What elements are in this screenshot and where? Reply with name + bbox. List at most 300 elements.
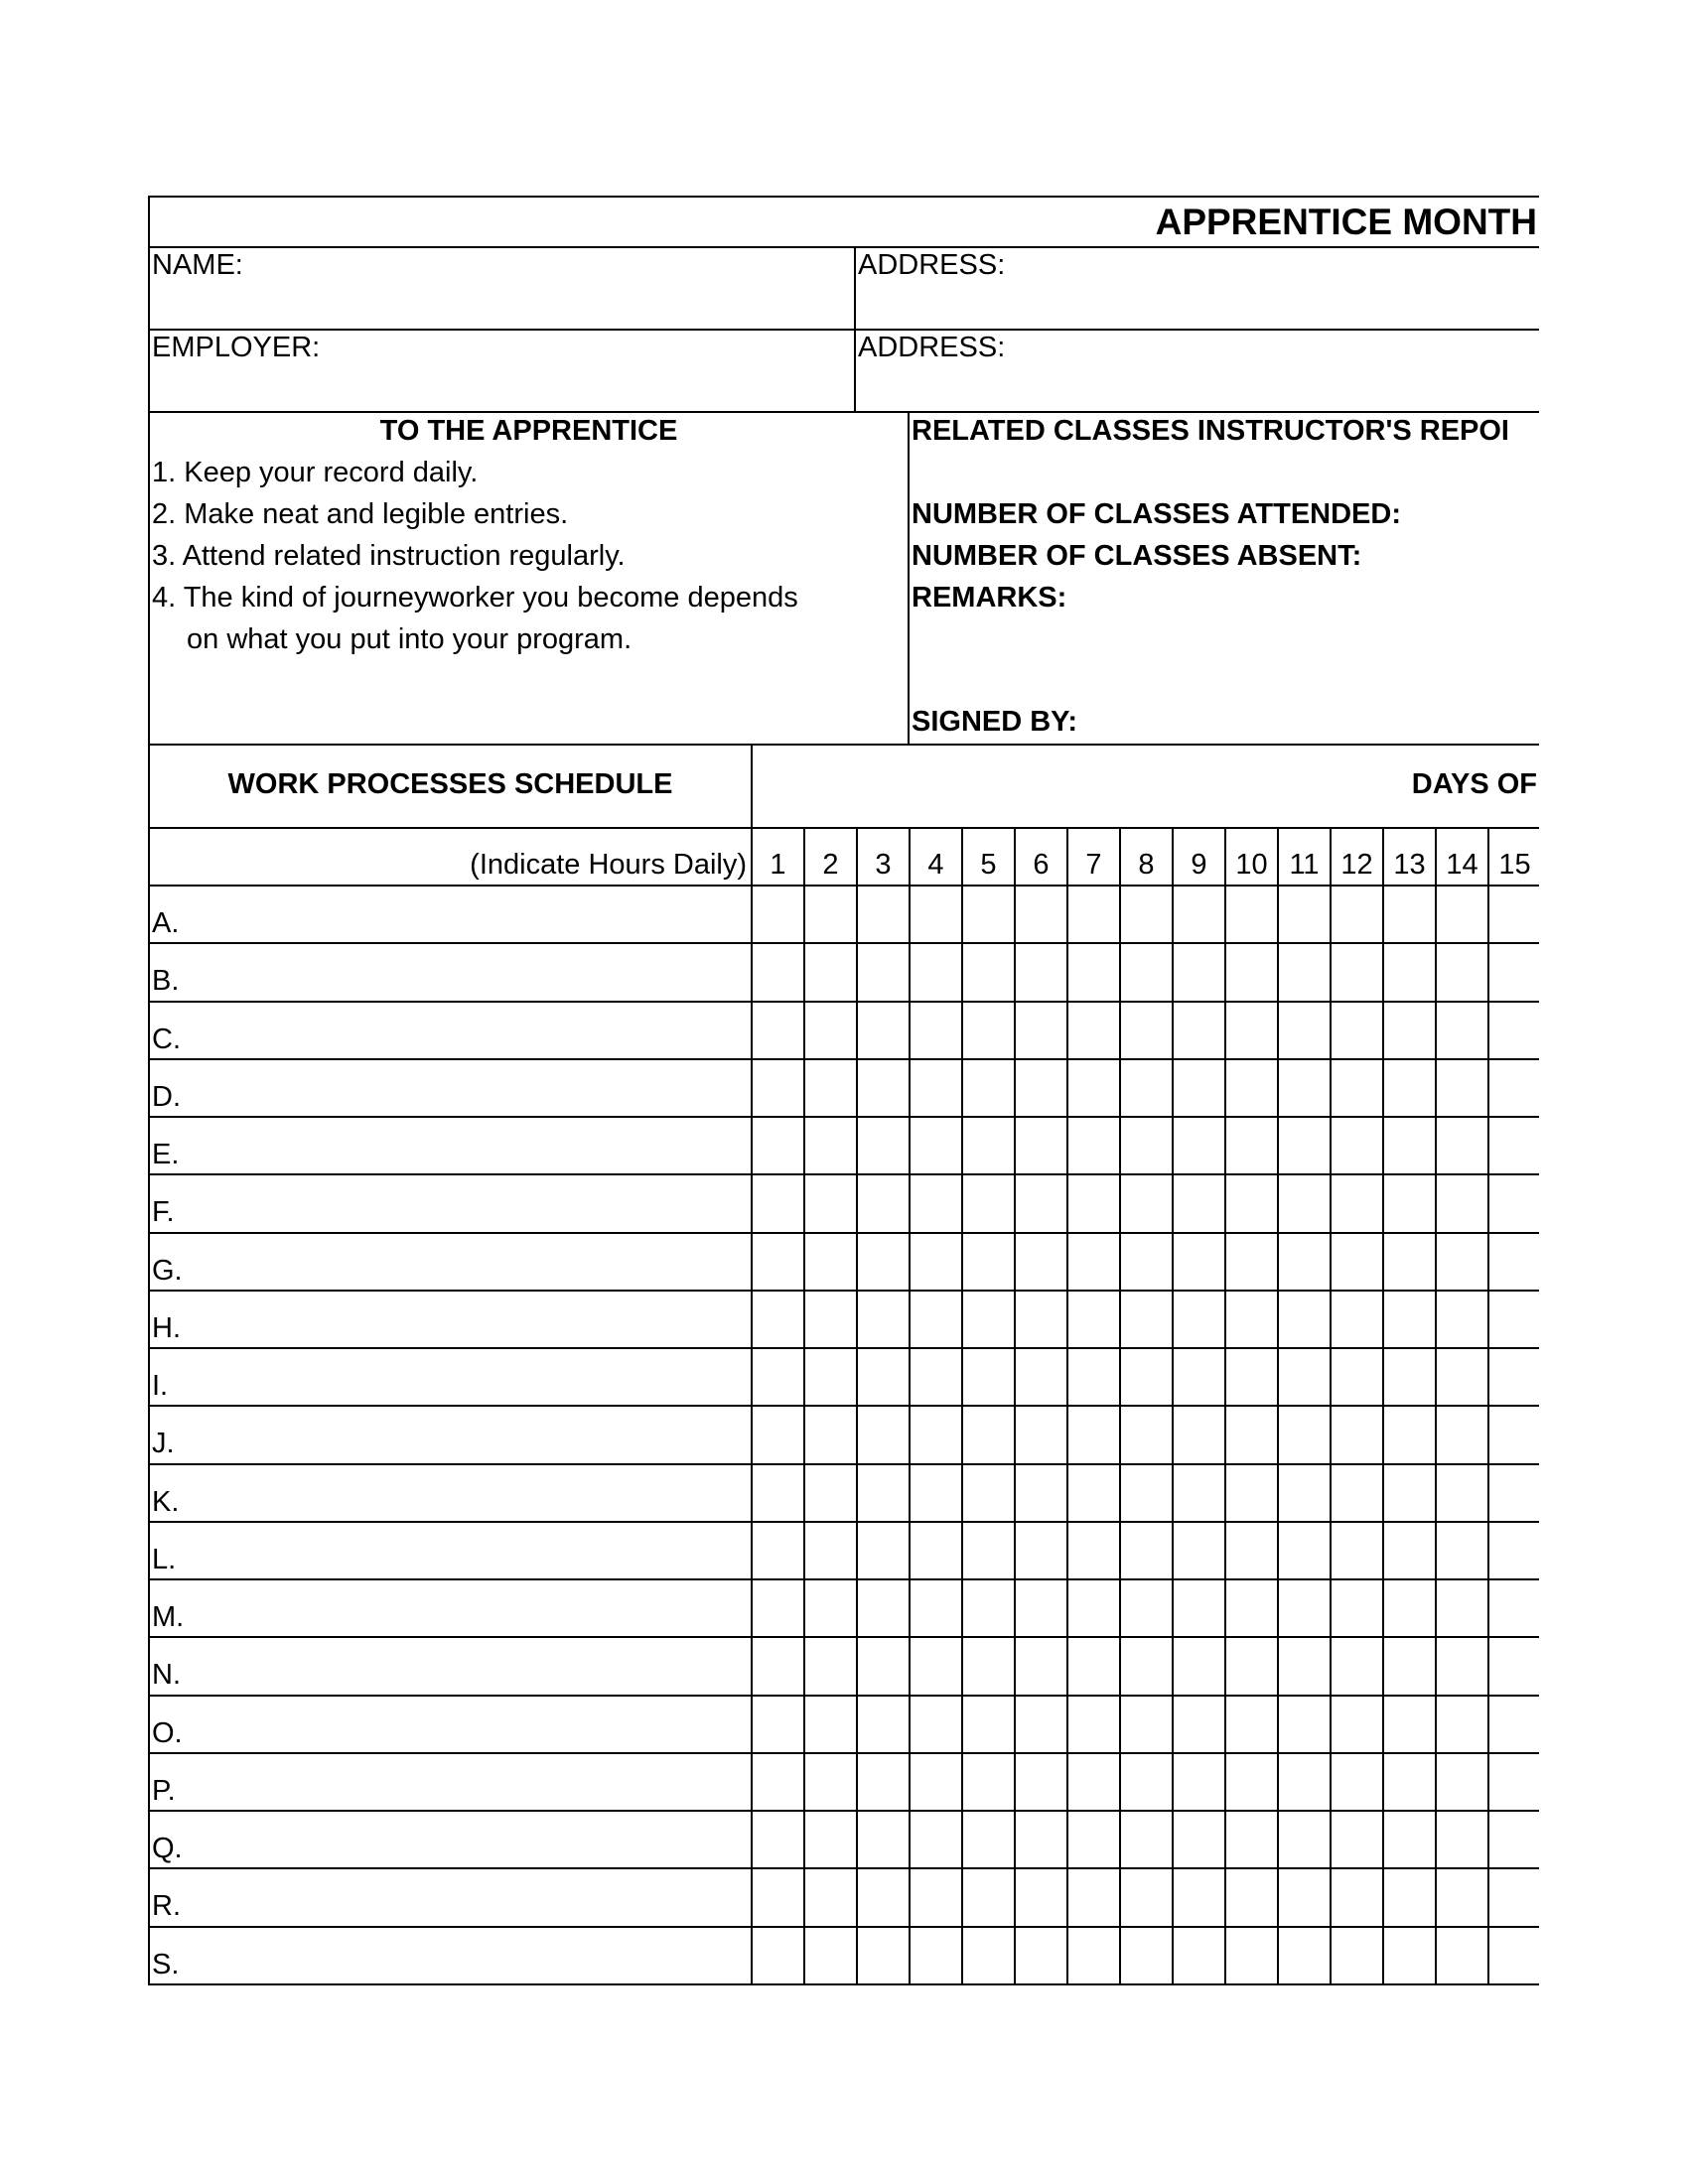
hours-cell[interactable] — [1384, 1928, 1435, 1983]
hours-cell[interactable] — [1174, 1234, 1224, 1290]
hours-cell[interactable] — [963, 944, 1014, 1000]
hours-cell[interactable] — [1489, 1754, 1539, 1810]
hours-cell[interactable] — [1068, 1812, 1119, 1867]
hours-cell[interactable] — [1332, 1812, 1382, 1867]
hours-cell[interactable] — [1437, 1234, 1487, 1290]
hours-cell[interactable] — [1437, 1118, 1487, 1173]
hours-cell[interactable] — [1332, 887, 1382, 942]
hours-cell[interactable] — [1226, 1234, 1277, 1290]
hours-cell[interactable] — [1068, 1292, 1119, 1347]
hours-cell[interactable] — [963, 1697, 1014, 1752]
hours-cell[interactable] — [1226, 1523, 1277, 1578]
hours-cell[interactable] — [805, 1003, 856, 1058]
hours-cell[interactable] — [1068, 944, 1119, 1000]
hours-cell[interactable] — [1332, 1118, 1382, 1173]
hours-cell[interactable] — [1332, 1003, 1382, 1058]
hours-cell[interactable] — [1489, 887, 1539, 942]
hours-cell[interactable] — [858, 1638, 909, 1694]
instructions-heading: TO THE APPRENTICE — [379, 415, 678, 447]
hours-cell[interactable] — [911, 1003, 961, 1058]
hours-cell[interactable] — [1437, 1407, 1487, 1462]
hours-cell[interactable] — [1279, 1292, 1330, 1347]
hours-cell[interactable] — [1068, 1869, 1119, 1925]
hours-cell[interactable] — [1489, 1523, 1539, 1578]
hours-cell[interactable] — [1068, 1234, 1119, 1290]
hours-cell[interactable] — [753, 1812, 803, 1867]
hours-cell[interactable] — [911, 944, 961, 1000]
hours-cell[interactable] — [858, 1292, 909, 1347]
hours-cell[interactable] — [1489, 1060, 1539, 1116]
hours-cell[interactable] — [1121, 1812, 1172, 1867]
hours-cell[interactable] — [805, 1292, 856, 1347]
hours-cell[interactable] — [753, 1175, 803, 1231]
hours-cell[interactable] — [753, 1580, 803, 1636]
hours-cell[interactable] — [1174, 1407, 1224, 1462]
hours-cell[interactable] — [1437, 1292, 1487, 1347]
hours-cell[interactable] — [1279, 1523, 1330, 1578]
hours-cell[interactable] — [805, 1234, 856, 1290]
hours-cell[interactable] — [1384, 1754, 1435, 1810]
hours-cell[interactable] — [1121, 1349, 1172, 1405]
hours-cell[interactable] — [858, 1928, 909, 1983]
hours-cell[interactable] — [911, 1638, 961, 1694]
hours-cell[interactable] — [1437, 1465, 1487, 1521]
hours-cell[interactable] — [1121, 1928, 1172, 1983]
hours-cell[interactable] — [1437, 887, 1487, 942]
hours-cell[interactable] — [1279, 887, 1330, 942]
hours-cell[interactable] — [1016, 1292, 1066, 1347]
hours-cell[interactable] — [963, 1003, 1014, 1058]
hours-cell[interactable] — [1174, 1349, 1224, 1405]
hours-cell[interactable] — [1068, 1003, 1119, 1058]
hours-cell[interactable] — [1121, 1580, 1172, 1636]
day-number: 15 — [1498, 849, 1531, 881]
hours-cell[interactable] — [753, 887, 803, 942]
hours-cell[interactable] — [963, 1060, 1014, 1116]
hours-cell[interactable] — [1068, 1928, 1119, 1983]
hours-cell[interactable] — [1437, 1175, 1487, 1231]
hours-cell[interactable] — [1489, 1234, 1539, 1290]
hours-cell[interactable] — [911, 1349, 961, 1405]
hours-cell[interactable] — [1068, 1349, 1119, 1405]
hours-cell[interactable] — [1437, 1869, 1487, 1925]
hours-cell[interactable] — [1279, 1407, 1330, 1462]
hours-cell[interactable] — [858, 1349, 909, 1405]
hours-cell[interactable] — [1226, 1118, 1277, 1173]
hours-cell[interactable] — [1384, 1175, 1435, 1231]
hours-cell[interactable] — [753, 1523, 803, 1578]
hours-cell[interactable] — [1174, 1465, 1224, 1521]
hours-cell[interactable] — [858, 1060, 909, 1116]
hours-cell[interactable] — [805, 1060, 856, 1116]
hours-cell[interactable] — [1174, 1697, 1224, 1752]
hours-cell[interactable] — [1279, 1175, 1330, 1231]
hours-cell[interactable] — [1489, 1638, 1539, 1694]
hours-cell[interactable] — [858, 1234, 909, 1290]
divider — [150, 744, 1539, 746]
hours-cell[interactable] — [1174, 1638, 1224, 1694]
hours-cell[interactable] — [1489, 1175, 1539, 1231]
hours-cell[interactable] — [1384, 1523, 1435, 1578]
hours-cell[interactable] — [911, 887, 961, 942]
hours-cell[interactable] — [1016, 1812, 1066, 1867]
hours-cell[interactable] — [1226, 1869, 1277, 1925]
hours-cell[interactable] — [1384, 1234, 1435, 1290]
hours-cell[interactable] — [963, 1638, 1014, 1694]
hours-cell[interactable] — [1437, 1928, 1487, 1983]
hours-cell[interactable] — [911, 1869, 961, 1925]
hours-cell[interactable] — [1016, 887, 1066, 942]
hours-cell[interactable] — [1121, 1118, 1172, 1173]
hours-cell[interactable] — [1174, 1292, 1224, 1347]
hours-cell[interactable] — [1332, 1754, 1382, 1810]
hours-cell[interactable] — [1121, 944, 1172, 1000]
hours-cell[interactable] — [1121, 1234, 1172, 1290]
hours-cell[interactable] — [1384, 1349, 1435, 1405]
hours-cell[interactable] — [858, 1812, 909, 1867]
hours-cell[interactable] — [1121, 1003, 1172, 1058]
hours-cell[interactable] — [753, 1234, 803, 1290]
hours-cell[interactable] — [911, 1234, 961, 1290]
hours-cell[interactable] — [1279, 1869, 1330, 1925]
hours-cell[interactable] — [805, 1754, 856, 1810]
hours-cell[interactable] — [1384, 1580, 1435, 1636]
hours-cell[interactable] — [805, 1407, 856, 1462]
hours-cell[interactable] — [1384, 1869, 1435, 1925]
hours-cell[interactable] — [805, 1349, 856, 1405]
hours-cell[interactable] — [1489, 1407, 1539, 1462]
hours-cell[interactable] — [805, 1580, 856, 1636]
hours-cell[interactable] — [1384, 944, 1435, 1000]
hours-cell[interactable] — [1226, 1580, 1277, 1636]
hours-cell[interactable] — [911, 1407, 961, 1462]
hours-cell[interactable] — [1384, 1003, 1435, 1058]
hours-cell[interactable] — [1384, 1060, 1435, 1116]
hours-cell[interactable] — [1489, 1349, 1539, 1405]
hours-cell[interactable] — [963, 1869, 1014, 1925]
hours-cell[interactable] — [1332, 1580, 1382, 1636]
hours-cell[interactable] — [1489, 1292, 1539, 1347]
hours-cell[interactable] — [1174, 1118, 1224, 1173]
hours-cell[interactable] — [1332, 1465, 1382, 1521]
hours-cell[interactable] — [1068, 1118, 1119, 1173]
hours-cell[interactable] — [1437, 1638, 1487, 1694]
hours-cell[interactable] — [1279, 1580, 1330, 1636]
hours-cell[interactable] — [1226, 1812, 1277, 1867]
hours-cell[interactable] — [1226, 1754, 1277, 1810]
hours-cell[interactable] — [1279, 1465, 1330, 1521]
hours-cell[interactable] — [911, 1175, 961, 1231]
hours-cell[interactable] — [1174, 1580, 1224, 1636]
hours-cell[interactable] — [1016, 1118, 1066, 1173]
hours-cell[interactable] — [963, 1175, 1014, 1231]
hours-cell[interactable] — [1068, 1754, 1119, 1810]
hours-cell[interactable] — [753, 1928, 803, 1983]
hours-cell[interactable] — [911, 1928, 961, 1983]
hours-cell[interactable] — [1332, 1869, 1382, 1925]
hours-cell[interactable] — [805, 1523, 856, 1578]
day-number: 3 — [875, 849, 892, 881]
hours-cell[interactable] — [911, 1580, 961, 1636]
hours-cell[interactable] — [963, 887, 1014, 942]
hours-cell[interactable] — [1489, 1928, 1539, 1983]
hours-cell[interactable] — [805, 1697, 856, 1752]
hours-cell[interactable] — [1068, 1697, 1119, 1752]
hours-cell[interactable] — [1279, 1234, 1330, 1290]
hours-cell[interactable] — [1332, 1523, 1382, 1578]
hours-cell[interactable] — [963, 1234, 1014, 1290]
hours-cell[interactable] — [963, 1349, 1014, 1405]
hours-cell[interactable] — [1121, 1638, 1172, 1694]
hours-cell[interactable] — [1016, 944, 1066, 1000]
hours-cell[interactable] — [858, 1407, 909, 1462]
hours-cell[interactable] — [963, 1754, 1014, 1810]
hours-cell[interactable] — [1226, 1175, 1277, 1231]
hours-cell[interactable] — [1016, 1465, 1066, 1521]
hours-cell[interactable] — [963, 1118, 1014, 1173]
hours-cell[interactable] — [911, 1465, 961, 1521]
hours-cell[interactable] — [1332, 1234, 1382, 1290]
hours-cell[interactable] — [1016, 1697, 1066, 1752]
hours-cell[interactable] — [1226, 1349, 1277, 1405]
hours-cell[interactable] — [1121, 1523, 1172, 1578]
hours-cell[interactable] — [911, 1060, 961, 1116]
hours-cell[interactable] — [1437, 1003, 1487, 1058]
hours-cell[interactable] — [1279, 1754, 1330, 1810]
hours-cell[interactable] — [1121, 1292, 1172, 1347]
hours-cell[interactable] — [1174, 1754, 1224, 1810]
hours-cell[interactable] — [1016, 1175, 1066, 1231]
hours-cell[interactable] — [1016, 1754, 1066, 1810]
hours-cell[interactable] — [1174, 1003, 1224, 1058]
hours-cell[interactable] — [1384, 1638, 1435, 1694]
hours-cell[interactable] — [753, 1638, 803, 1694]
hours-cell[interactable] — [1226, 887, 1277, 942]
day-number: 6 — [1033, 849, 1050, 881]
hours-cell[interactable] — [805, 1928, 856, 1983]
hours-cell[interactable] — [963, 1407, 1014, 1462]
hours-cell[interactable] — [1332, 1292, 1382, 1347]
hours-cell[interactable] — [1068, 1523, 1119, 1578]
day-number: 11 — [1289, 849, 1320, 881]
hours-cell[interactable] — [1016, 1580, 1066, 1636]
hours-cell[interactable] — [1016, 1349, 1066, 1405]
hours-cell[interactable] — [1068, 1175, 1119, 1231]
hours-cell[interactable] — [1332, 1060, 1382, 1116]
work-process-row-label: F. — [152, 1196, 175, 1229]
schedule-heading: WORK PROCESSES SCHEDULE — [227, 768, 673, 800]
hours-cell[interactable] — [963, 1580, 1014, 1636]
hours-cell[interactable] — [1226, 1407, 1277, 1462]
hours-cell[interactable] — [1226, 1697, 1277, 1752]
hours-cell[interactable] — [858, 1175, 909, 1231]
hours-cell[interactable] — [753, 1869, 803, 1925]
hours-cell[interactable] — [1384, 1407, 1435, 1462]
hours-cell[interactable] — [1016, 1060, 1066, 1116]
hours-cell[interactable] — [858, 1697, 909, 1752]
hours-cell[interactable] — [963, 1465, 1014, 1521]
hours-cell[interactable] — [1068, 1465, 1119, 1521]
hours-cell[interactable] — [858, 1465, 909, 1521]
hours-cell[interactable] — [1016, 1928, 1066, 1983]
hours-cell[interactable] — [1174, 1523, 1224, 1578]
hours-cell[interactable] — [1068, 887, 1119, 942]
hours-cell[interactable] — [1121, 1465, 1172, 1521]
hours-cell[interactable] — [1437, 1580, 1487, 1636]
hours-cell[interactable] — [1226, 1638, 1277, 1694]
hours-cell[interactable] — [805, 1812, 856, 1867]
hours-cell[interactable] — [1332, 1697, 1382, 1752]
day-number: 5 — [980, 849, 997, 881]
hours-cell[interactable] — [1174, 1175, 1224, 1231]
signed-by-label: SIGNED BY: — [912, 706, 1078, 738]
hours-cell[interactable] — [1121, 1407, 1172, 1462]
hours-cell[interactable] — [805, 1175, 856, 1231]
hours-cell[interactable] — [1279, 1118, 1330, 1173]
hours-cell[interactable] — [1489, 1118, 1539, 1173]
hours-cell[interactable] — [805, 1869, 856, 1925]
hours-cell[interactable] — [858, 887, 909, 942]
hours-cell[interactable] — [1226, 1292, 1277, 1347]
hours-cell[interactable] — [753, 944, 803, 1000]
hours-cell[interactable] — [858, 1580, 909, 1636]
hours-cell[interactable] — [1489, 1580, 1539, 1636]
hours-cell[interactable] — [1174, 887, 1224, 942]
hours-cell[interactable] — [911, 1523, 961, 1578]
hours-cell[interactable] — [1332, 944, 1382, 1000]
hours-cell[interactable] — [1489, 1869, 1539, 1925]
hours-cell[interactable] — [1489, 944, 1539, 1000]
hours-cell[interactable] — [1068, 1580, 1119, 1636]
hours-cell[interactable] — [858, 1869, 909, 1925]
hours-cell[interactable] — [753, 1292, 803, 1347]
hours-cell[interactable] — [1121, 1697, 1172, 1752]
hours-cell[interactable] — [1489, 1465, 1539, 1521]
hours-cell[interactable] — [1016, 1003, 1066, 1058]
hours-cell[interactable] — [858, 1754, 909, 1810]
employer-label: EMPLOYER: — [152, 332, 321, 363]
instruction-item: on what you put into your program. — [187, 623, 633, 655]
hours-cell[interactable] — [753, 1407, 803, 1462]
hours-cell[interactable] — [805, 944, 856, 1000]
hours-cell[interactable] — [1279, 1638, 1330, 1694]
hours-cell[interactable] — [1016, 1234, 1066, 1290]
hours-cell[interactable] — [805, 1465, 856, 1521]
hours-cell[interactable] — [1068, 1407, 1119, 1462]
hours-cell[interactable] — [1279, 1003, 1330, 1058]
hours-cell[interactable] — [1226, 1465, 1277, 1521]
hours-cell[interactable] — [753, 1118, 803, 1173]
hours-cell[interactable] — [1332, 1638, 1382, 1694]
hours-cell[interactable] — [858, 944, 909, 1000]
hours-cell[interactable] — [1016, 1869, 1066, 1925]
hours-cell[interactable] — [1437, 1754, 1487, 1810]
hours-cell[interactable] — [1437, 1697, 1487, 1752]
hours-cell[interactable] — [1332, 1175, 1382, 1231]
hours-cell[interactable] — [753, 1003, 803, 1058]
hours-cell[interactable] — [1121, 1060, 1172, 1116]
instruction-item: 4. The kind of journeyworker you become depends — [152, 582, 798, 614]
hours-cell[interactable] — [1016, 1638, 1066, 1694]
hours-cell[interactable] — [1279, 944, 1330, 1000]
hours-cell[interactable] — [963, 1292, 1014, 1347]
hours-cell[interactable] — [1121, 1754, 1172, 1810]
hours-cell[interactable] — [858, 1523, 909, 1578]
hours-cell[interactable] — [1332, 1407, 1382, 1462]
hours-cell[interactable] — [805, 887, 856, 942]
hours-cell[interactable] — [911, 1292, 961, 1347]
hours-cell[interactable] — [1016, 1407, 1066, 1462]
hours-cell[interactable] — [1174, 1812, 1224, 1867]
hours-cell[interactable] — [753, 1349, 803, 1405]
hours-cell[interactable] — [753, 1697, 803, 1752]
hours-cell[interactable] — [1437, 1349, 1487, 1405]
hours-cell[interactable] — [911, 1118, 961, 1173]
hours-cell[interactable] — [1489, 1003, 1539, 1058]
hours-cell[interactable] — [858, 1118, 909, 1173]
hours-cell[interactable] — [1121, 887, 1172, 942]
hours-cell[interactable] — [963, 1523, 1014, 1578]
work-process-row-label: N. — [152, 1659, 181, 1692]
hours-cell[interactable] — [1384, 1812, 1435, 1867]
hours-cell[interactable] — [1279, 1812, 1330, 1867]
hours-cell[interactable] — [1068, 1638, 1119, 1694]
hours-cell[interactable] — [1226, 1928, 1277, 1983]
hours-cell[interactable] — [1016, 1523, 1066, 1578]
hours-cell[interactable] — [1437, 1523, 1487, 1578]
hours-cell[interactable] — [1174, 944, 1224, 1000]
hours-cell[interactable] — [911, 1754, 961, 1810]
hours-cell[interactable] — [1489, 1812, 1539, 1867]
hours-cell[interactable] — [858, 1003, 909, 1058]
hours-cell[interactable] — [1279, 1349, 1330, 1405]
hours-cell[interactable] — [1174, 1060, 1224, 1116]
hours-cell[interactable] — [1489, 1697, 1539, 1752]
hours-cell[interactable] — [1121, 1869, 1172, 1925]
hours-cell[interactable] — [911, 1812, 961, 1867]
hours-cell[interactable] — [1332, 1349, 1382, 1405]
hours-cell[interactable] — [753, 1754, 803, 1810]
hours-cell[interactable] — [753, 1060, 803, 1116]
day-number: 13 — [1393, 849, 1426, 881]
hours-cell[interactable] — [1226, 1060, 1277, 1116]
hours-cell[interactable] — [1226, 944, 1277, 1000]
hours-cell[interactable] — [1437, 944, 1487, 1000]
hours-cell[interactable] — [805, 1638, 856, 1694]
hours-cell[interactable] — [1384, 1292, 1435, 1347]
hours-cell[interactable] — [1226, 1003, 1277, 1058]
hours-cell[interactable] — [1384, 1118, 1435, 1173]
hours-cell[interactable] — [753, 1465, 803, 1521]
hours-cell[interactable] — [963, 1812, 1014, 1867]
hours-cell[interactable] — [1068, 1060, 1119, 1116]
hours-cell[interactable] — [1332, 1928, 1382, 1983]
hours-cell[interactable] — [1279, 1928, 1330, 1983]
hours-cell[interactable] — [1437, 1060, 1487, 1116]
hours-cell[interactable] — [963, 1928, 1014, 1983]
hours-cell[interactable] — [1174, 1869, 1224, 1925]
hours-cell[interactable] — [911, 1697, 961, 1752]
hours-cell[interactable] — [1437, 1812, 1487, 1867]
hours-cell[interactable] — [1384, 887, 1435, 942]
hours-cell[interactable] — [1174, 1928, 1224, 1983]
hours-cell[interactable] — [1384, 1697, 1435, 1752]
hours-cell[interactable] — [1121, 1175, 1172, 1231]
hours-cell[interactable] — [1279, 1697, 1330, 1752]
hours-cell[interactable] — [1384, 1465, 1435, 1521]
hours-cell[interactable] — [805, 1118, 856, 1173]
hours-cell[interactable] — [1279, 1060, 1330, 1116]
